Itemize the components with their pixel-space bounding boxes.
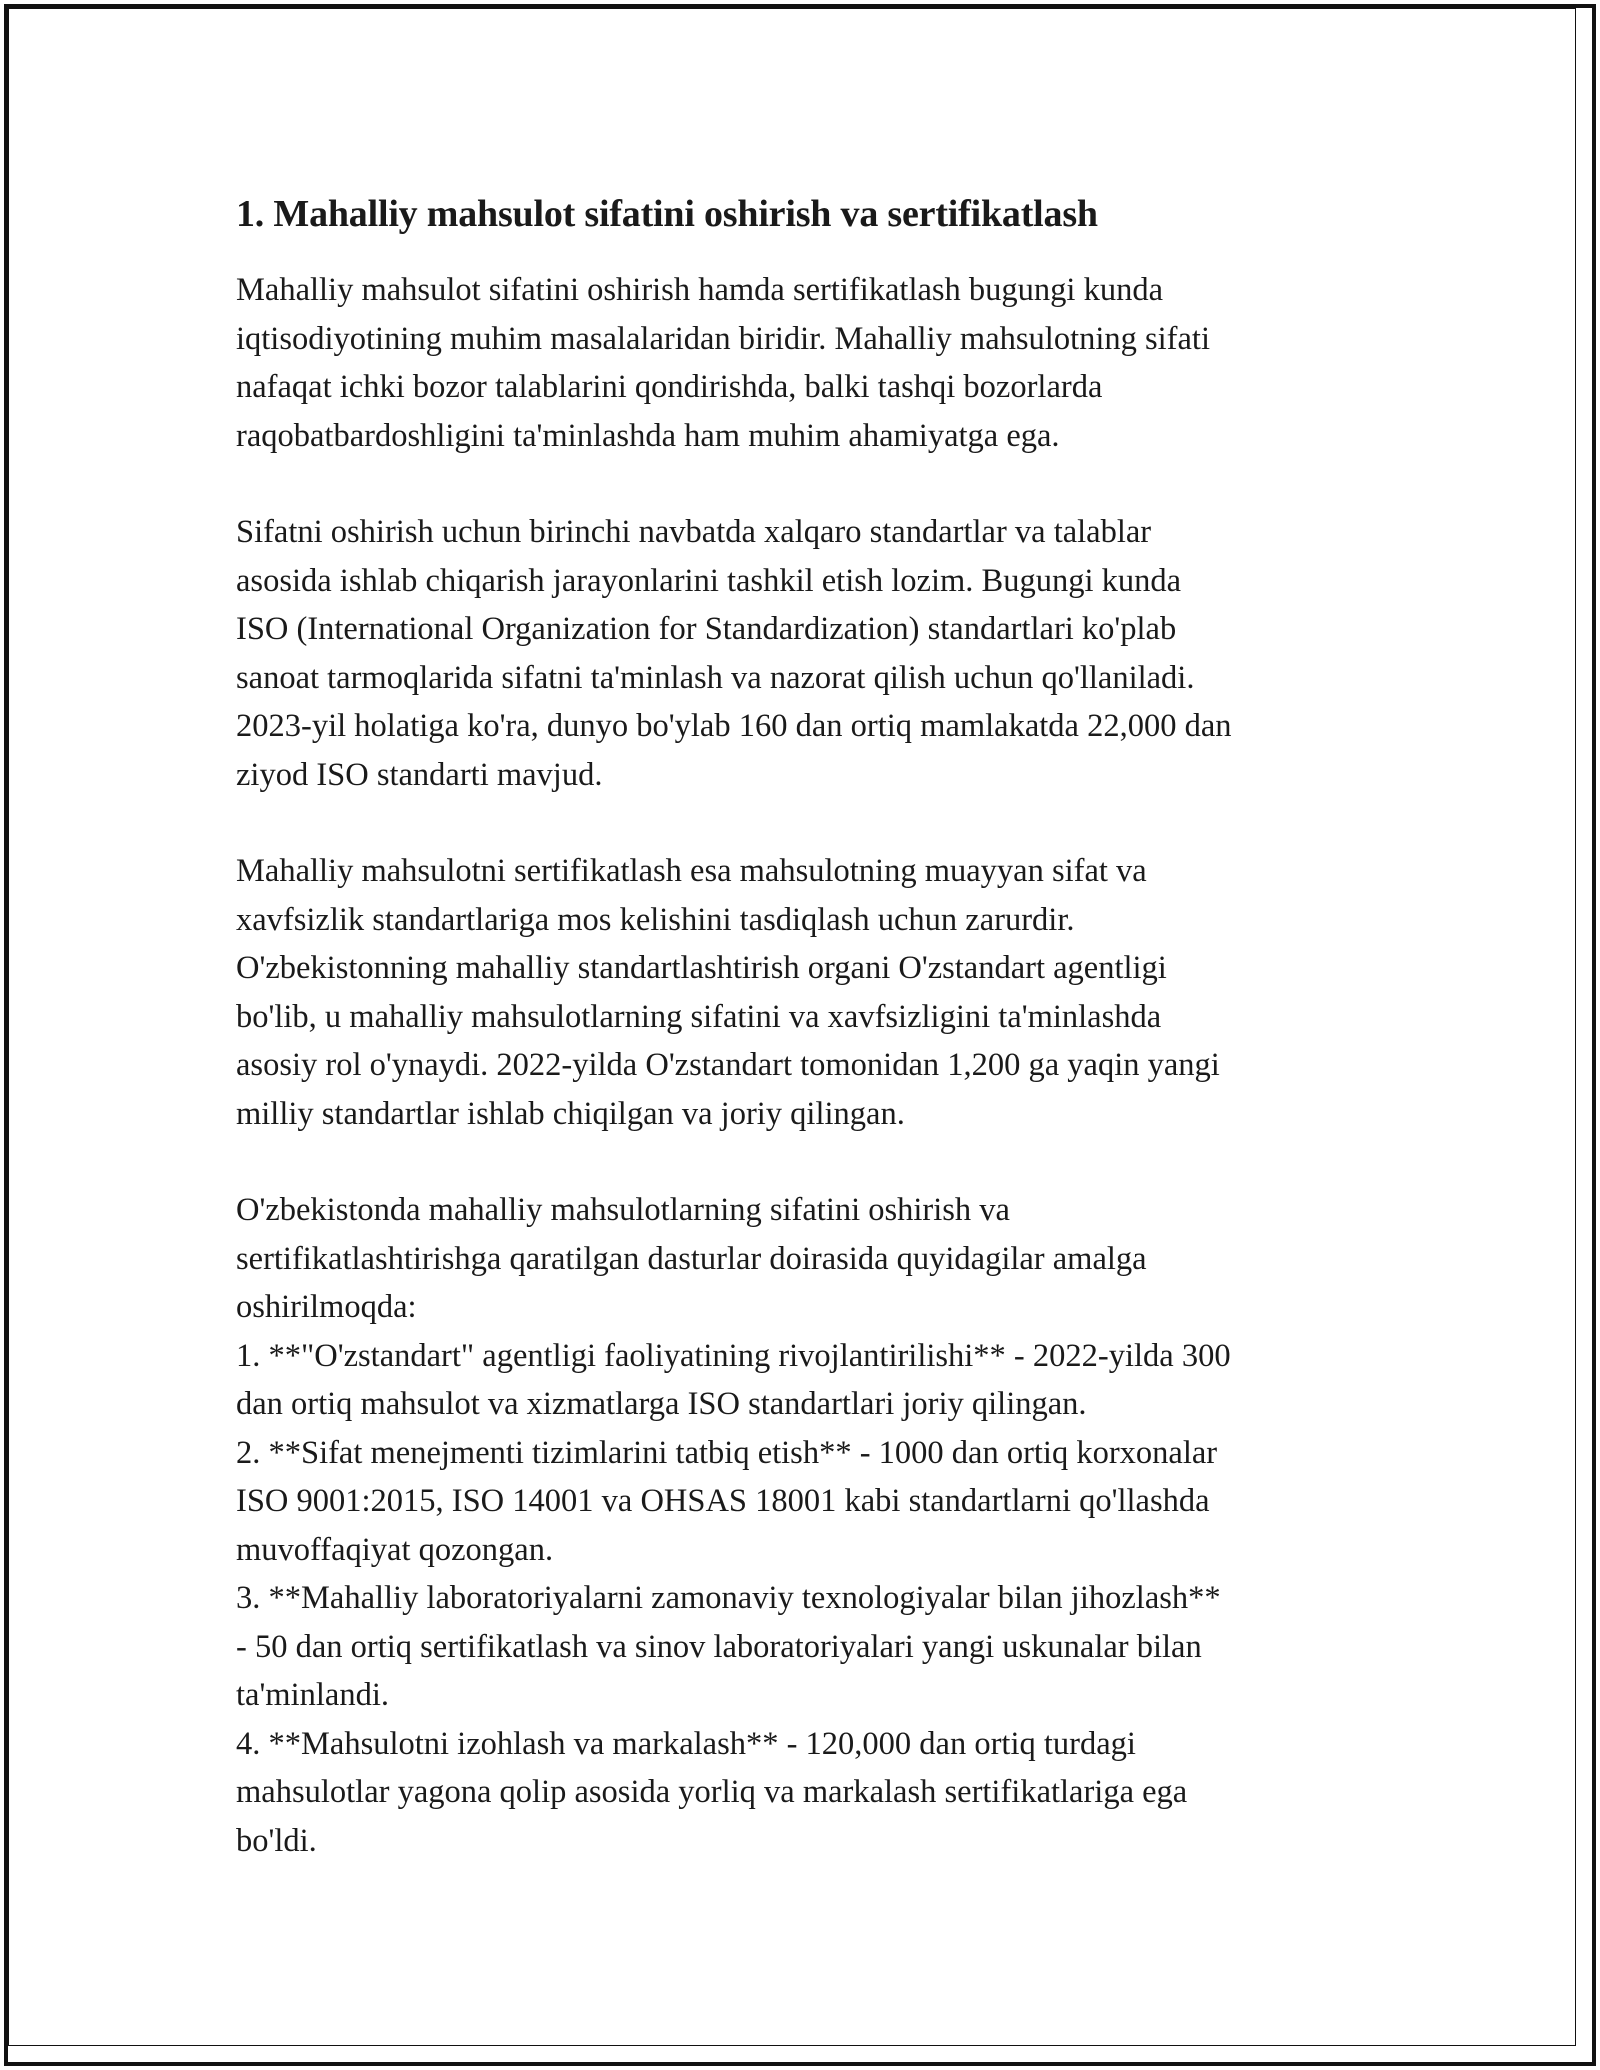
text-line: 1. **"O'zstandart" agentligi faoliyatining rivojlantirilishi** - 2022-yilda 300 — [236, 1337, 1231, 1374]
text-line: 2023-yil holatiga ko'ra, dunyo bo'ylab 160 dan ortiq mamlakatda 22,000 dan — [236, 708, 1232, 744]
text-line: sertifikatlashtirishga qaratilgan dasturlar doirasida quyidagilar amalga — [236, 1240, 1147, 1277]
text-line: asosida ishlab chiqarish jarayonlarini tashkil etish lozim. Bugungi kunda — [236, 562, 1182, 599]
document-title: 1. Mahalliy mahsulot sifatini oshirish va sertifikatlash — [236, 193, 1098, 235]
text-line: ISO 9001:2015, ISO 14001 va OHSAS 18001 kabi standartlarni qo'llashda — [236, 1483, 1210, 1519]
paragraphs-container — [236, 266, 1386, 1865]
text-line: raqobatbardoshligini ta'minlashda ham muhim ahamiyatga ega. — [236, 417, 1060, 454]
text-line: Mahalliy mahsulot sifatini oshirish hamda sertifikatlash bugungi kunda — [236, 272, 1164, 308]
text-line: ta'minlandi. — [236, 1677, 389, 1713]
paragraph-2 — [236, 508, 1386, 799]
text-line: O'zbekistonda mahalliy mahsulotlarning sifatini oshirish va — [236, 1192, 1010, 1228]
text-line: bo'ldi. — [236, 1822, 317, 1859]
document-body — [236, 188, 1386, 1865]
text-line: muvoffaqiyat qozongan. — [236, 1531, 554, 1568]
paragraph-1 — [236, 266, 1386, 460]
text-line: dan ortiq mahsulot va xizmatlarga ISO standartlari joriy qilingan. — [236, 1386, 1087, 1422]
text-line: nafaqat ichki bozor talablarini qondirishda, balki tashqi bozorlarda — [236, 369, 1103, 405]
text-line: milliy standartlar ishlab chiqilgan va joriy qilingan. — [236, 1095, 905, 1132]
text-line: O'zbekistonning mahalliy standartlashtirish organi O'zstandart agentligi — [236, 950, 1167, 986]
text-line: 2. **Sifat menejmenti tizimlarini tatbiq etish** - 1000 dan ortiq korxonalar — [236, 1434, 1218, 1471]
text-line: bo'lib, u mahalliy mahsulotlarning sifatini va xavfsizligini ta'minlashda — [236, 998, 1162, 1035]
text-line: oshirilmoqda: — [236, 1289, 417, 1325]
text-line: 3. **Mahalliy laboratoriyalarni zamonaviy texnologiyalar bilan jihozlash** — [236, 1580, 1221, 1616]
text-line: ISO (International Organization for Standardization) standartlari ko'plab — [236, 611, 1177, 647]
text-line: iqtisodiyotining muhim masalalaridan biridir. Mahalliy mahsulotning sifati — [236, 320, 1210, 357]
text-line: mahsulotlar yagona qolip asosida yorliq va markalash sertifikatlariga ega — [236, 1774, 1188, 1810]
text-line: asosiy rol o'ynaydi. 2022-yilda O'zstandart tomonidan 1,200 ga yaqin yangi — [236, 1047, 1220, 1083]
text-line: xavfsizlik standartlariga mos kelishini tasdiqlash uchun zarurdir. — [236, 901, 1075, 938]
paragraph-4 — [236, 1186, 1386, 1865]
text-line: Sifatni oshirish uchun birinchi navbatda xalqaro standartlar va talablar — [236, 514, 1152, 550]
text-line: - 50 dan ortiq sertifikatlash va sinov laboratoriyalari yangi uskunalar bilan — [236, 1628, 1202, 1665]
text-line: 4. **Mahsulotni izohlash va markalash** - 120,000 dan ortiq turdagi — [236, 1725, 1136, 1762]
text-line: ziyod ISO standarti mavjud. — [236, 756, 603, 793]
paragraph-3 — [236, 847, 1386, 1138]
text-line: sanoat tarmoqlarida sifatni ta'minlash va nazorat qilish uchun qo'llaniladi. — [236, 659, 1195, 696]
text-line: Mahalliy mahsulotni sertifikatlash esa mahsulotning muayyan sifat va — [236, 853, 1147, 889]
